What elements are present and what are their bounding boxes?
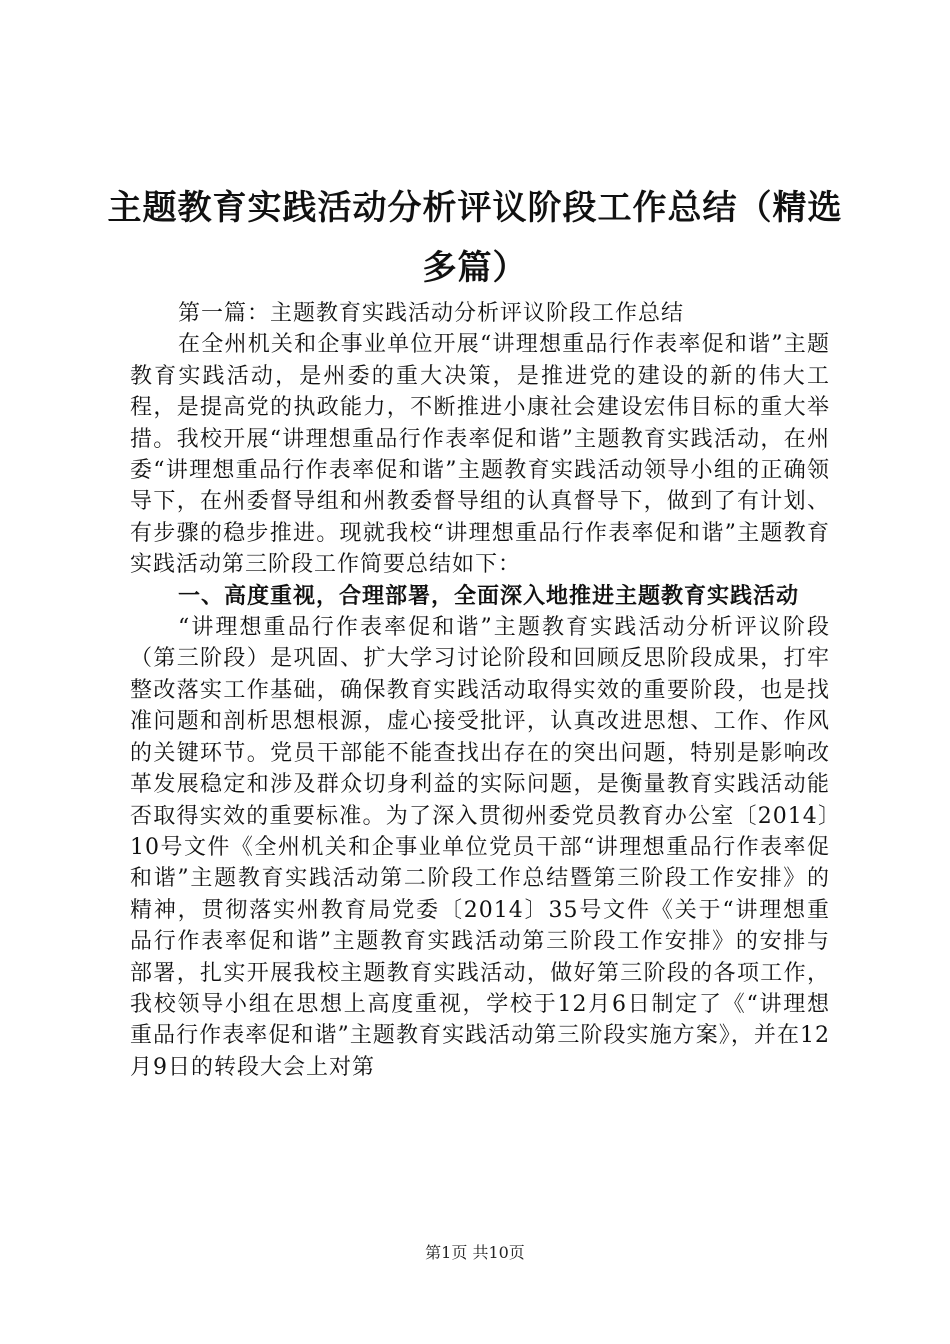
subtitle-line: 第一篇：主题教育实践活动分析评议阶段工作总结 (178, 301, 685, 326)
page-footer: 第1页 共10页 (425, 1243, 525, 1262)
paragraph: “讲理想重品行作表率促和谐”主题教育实践活动分析评议阶段（第三阶段）是巩固、扩大学习讨论阶段和回顾反思阶段成果，打牢整改落实工作基础，确保教育实践活动取得实效的重要阶段，也是找准问题和剖析思想根源，虚心接受批评，认真改进思想、工作、作风的关键环节。党员干部能不能查找出存在的突出问题，特别是影响改革发展稳定和涉及群众切身利益的实际问题，是衡量教育实践活动能否取得实效的重要标准。为了深入贯彻州委党员教育办公室〔2014〕10号文件《全州机关和企事业单位党员干部“讲理想重品行作表率促和谐”主题教育实践活动第二阶段工作总结暨第三阶段工作安排》的精神，贯彻落实州教育局党委〔2014〕35号文件《关于“讲理想重品行作表率促和谐”主题教育实践活动第三阶段工作安排》的安排与部署，扎实开展我校主题教育实践活动，做好第三阶段的各项工作，我校领导小组在思想上高度重视，学校于12月6日制定了《“讲理想重品行作表率促和谐”主题教育实践活动第三阶段实施方案》，并在12月9日的转段大会上对第 (130, 615, 830, 1080)
paragraph: 在全州机关和企事业单位开展“讲理想重品行作表率促和谐”主题教育实践活动，是州委的重大决策，是推进党的建设的新的伟大工程，是提高党的执政能力，不断推进小康社会建设宏伟目标的重大举措。我校开展“讲理想重品行作表率促和谐”主题教育实践活动，在州委“讲理想重品行作表率促和谐”主题教育实践活动领导小组的正确领导下，在州委督导组和州教委督导组的认真督导下，做到了有计划、有步骤的稳步推进。现就我校“讲理想重品行作表率促和谐”主题教育实践活动第三阶段工作简要总结如下： (130, 332, 830, 578)
document-title: 主题教育实践活动分析评议阶段工作总结（精选多篇） (107, 188, 843, 288)
section-heading: 一、高度重视，合理部署，全面深入地推进主题教育实践活动 (178, 583, 800, 609)
document-body (130, 298, 830, 1083)
